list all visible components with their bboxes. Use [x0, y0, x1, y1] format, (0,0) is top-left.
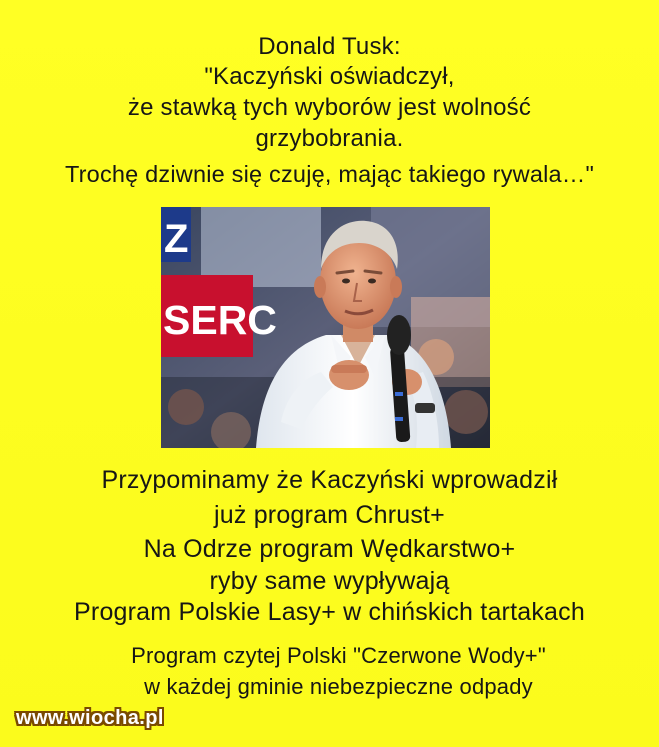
commentary-line-1: Przypominamy że Kaczyński wprowadził [101, 466, 558, 494]
commentary-line-2: już program Chrust+ [214, 501, 445, 529]
quote-line-3: grzybobrania. [255, 125, 404, 152]
commentary-line-5: Program Polskie Lasy+ w chińskich tartakach [74, 598, 585, 626]
quote-line-1: "Kaczyński oświadczył, [204, 63, 455, 90]
quote-author: Donald Tusk: [258, 33, 401, 60]
commentary-line-4: ryby same wypływają [209, 567, 450, 595]
banner-text: SERC [163, 297, 277, 343]
commentary-line-7: w każdej gminie niebezpieczne odpady [144, 674, 533, 699]
quote-line-2: że stawką tych wyborów jest wolność [127, 94, 532, 121]
speaker-photo [161, 207, 490, 448]
commentary-line-3: Na Odrze program Wędkarstwo+ [143, 535, 516, 563]
commentary-line-6: Program czytej Polski "Czerwone Wody+" [131, 643, 546, 668]
quote-line-4: Trochę dziwnie się czuję, mając takiego rywala…" [64, 161, 595, 187]
banner-letter: Z [164, 217, 189, 261]
site-watermark: www.wiocha.pl [16, 707, 164, 729]
